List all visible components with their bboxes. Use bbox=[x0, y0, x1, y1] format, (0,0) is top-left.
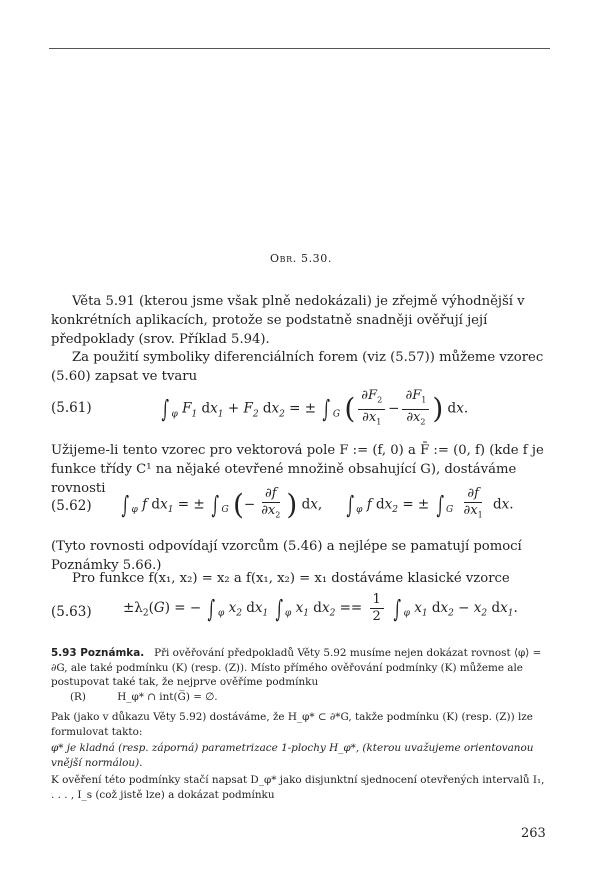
equation-label: (5.61) bbox=[51, 400, 92, 416]
equation-label: (5.63) bbox=[51, 604, 92, 620]
equation-body: $\pm\lambda_2(G)$ = − ∫ $_\varphi$ $x_2$ $dx_1$ ∫ $_\varphi$ $x_1$ $dx_2$ == $\frac{1}{2}$ ∫ $_\varphi$ $x_1$ $dx_2 - x_2$ $dx_1$. bbox=[123, 592, 518, 624]
figure-caption bbox=[0, 252, 602, 265]
caption-number: 5.30. bbox=[300, 252, 332, 265]
caption-prefix: Obr. bbox=[270, 252, 297, 265]
condition-label: (R) bbox=[70, 691, 86, 703]
remark-title: 5.93 Poznámka. bbox=[51, 647, 145, 659]
paragraph-2: Za použití symboliky diferenciálních forem (viz (5.57)) můžeme vzorec (5.60) zapsat ve tvaru bbox=[51, 350, 544, 384]
page-number: 263 bbox=[521, 826, 546, 841]
condition-text: H_φ* ∩ int(G̅) = ∅. bbox=[117, 691, 218, 703]
remark-intro bbox=[51, 646, 550, 690]
remark-text-1: Při ověřování předpokladů Věty 5.92 musíme nejen dokázat rovnost ⟨φ⟩ = ∂G, ale také podmínku (K) (resp. (Z)). Místo přímého ověřování podmínky (K) můžeme ale postupovat také tak, že nejprve ověříme podmínku bbox=[51, 647, 542, 689]
header-rule bbox=[49, 48, 550, 49]
equation-body: ∫ $_\varphi$ $F_1$ $dx_1 + F_2$ $dx_2$ = ± ∫ $_G$ ( $\frac{\partial F_2}{\partial x_1}$ − $\frac{\partial F_1}{\partial x_2}$ ) dx. bbox=[161, 388, 469, 427]
remark-text-4: K ověření této podmínky stačí napsat D_φ* jako disjunktní sjednocení otevřených intervalů I₁, . . . , I_s (což jistě lze) a dokázat podmínku bbox=[51, 774, 545, 801]
equation-5-63 bbox=[51, 592, 550, 636]
equation-body: ∫ $_\varphi$ f $dx_1$ = ± ∫ $_G$ (− $\frac{\partial f}{\partial x_2}$ ) dx, ∫ $_\varphi$ f $dx_2$ = ± ∫ $_G$ $\frac{\partial f}{\partial x_1}$ dx. bbox=[121, 486, 514, 521]
paragraph-5: Pro funkce f(x₁, x₂) = x₂ a f(x₁, x₂) = x₁ dostáváme klasické vzorce bbox=[72, 571, 510, 586]
paragraph-4: (Tyto rovnosti odpovídají vzorcům (5.46) a nejlépe se pamatují pomocí Poznámky 5.66.) bbox=[51, 539, 522, 573]
paragraph-3: Užijeme-li tento vzorec pro vektorová pole F := (f, 0) a F̄ := (0, f) (kde f je funkce třídy C¹ na nějaké otevřené množině obsahující G), dostáváme rovnosti bbox=[51, 443, 544, 496]
remark-text-2: Pak (jako v důkazu Věty 5.92) dostáváme, že H_φ* ⊂ ∂*G, takže podmínku (K) (resp. (Z)) lze formulovat takto: bbox=[51, 711, 533, 738]
remark-condition bbox=[70, 690, 540, 705]
equation-5-61 bbox=[51, 388, 550, 432]
equation-label: (5.62) bbox=[51, 498, 92, 514]
remark-text-3: φ* je kladná (resp. záporná) parametrizace 1-plochy H_φ*, (kterou uvažujeme orientovanou vnější normálou). bbox=[51, 742, 534, 769]
equation-5-62 bbox=[51, 486, 550, 530]
paragraph-1: Věta 5.91 (kterou jsme však plně nedokázali) je zřejmě výhodnější v konkrétních aplikacích, protože se podstatně snadněji ověřují její předpoklady (srov. Příklad 5.94). bbox=[51, 294, 525, 347]
